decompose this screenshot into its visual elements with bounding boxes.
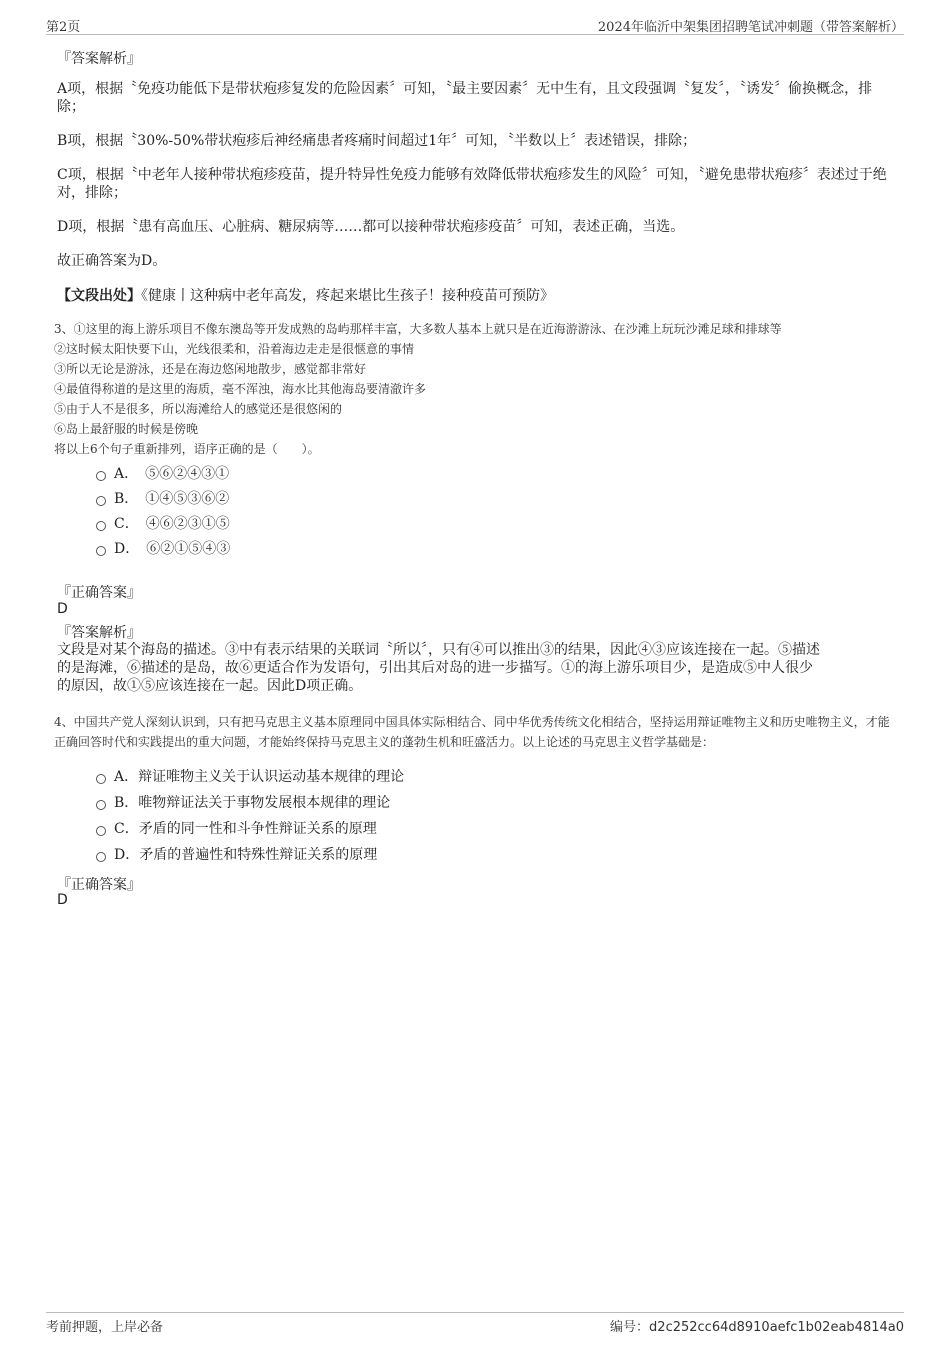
analysis-option-c: C项，根据〝中老年人接种带状疱疹疫苗，提升特异性免疫力能够有效降低带状疱疹发生的风险〞可知，〝避免患带状疱疹〞表述过于绝对，排除； (57, 167, 887, 201)
q3-option-d[interactable] (96, 538, 230, 560)
question-3-line: ⑥岛上最舒服的时候是傍晚 (54, 422, 199, 436)
radio-icon[interactable] (96, 521, 106, 531)
document-title: 2024年临沂中架集团招聘笔试冲刺题（带答案解析） (597, 20, 904, 35)
q3-analysis-line: 的是海滩，⑥描述的是岛，故⑥更适合作为发语句，引出其后对岛的进一步描写。①的海上游乐项目少，是造成⑤中人很少 (57, 660, 813, 676)
radio-icon[interactable] (96, 826, 106, 836)
analysis-conclusion: 故正确答案为D。 (57, 253, 167, 269)
q4-option-c-label: C．矛盾的同一性和斗争性辩证关系的原理 (114, 821, 377, 837)
source-label: 【文段出处】 (57, 288, 141, 304)
page-number: 第2页 (46, 20, 81, 35)
q3-analysis-line: 文段是对某个海岛的描述。③中有表示结果的关联词〝所以〞，只有④可以推出③的结果，因此④③应该连接在一起。⑤描述 (57, 642, 820, 658)
q3-answer: D (57, 601, 68, 617)
radio-icon[interactable] (96, 471, 106, 481)
radio-icon[interactable] (96, 800, 106, 810)
radio-icon[interactable] (96, 546, 106, 556)
q3-option-d-label: D． ⑥②①⑤④③ (114, 541, 231, 557)
question-3-line: ②这时候太阳快要下山，光线很柔和，沿着海边走走是很惬意的事情 (54, 342, 415, 356)
q4-option-b[interactable] (96, 792, 390, 814)
q4-answer-heading: 『正确答案』 (57, 877, 141, 893)
source-line (57, 285, 554, 305)
footer-code: d2c252cc64d8910aefc1b02eab4814a0 (649, 1320, 904, 1335)
footer-code-label: 编号： (610, 1320, 650, 1335)
q3-option-c-label: C． ④⑥②③①⑤ (114, 516, 230, 532)
radio-icon[interactable] (96, 852, 106, 862)
page-header (46, 14, 904, 35)
question-3 (54, 319, 904, 459)
q4-option-c[interactable] (96, 818, 377, 840)
q4-option-b-label: B．唯物辩证法关于事物发展根本规律的理论 (114, 795, 391, 811)
q3-answer-heading: 『正确答案』 (57, 585, 141, 601)
q4-answer: D (57, 892, 68, 908)
q4-option-d[interactable] (96, 844, 377, 866)
footer-code-line (610, 1316, 904, 1335)
question-4-stem: 4、中国共产党人深刻认识到，只有把马克思主义基本原理同中国具体实际相结合、同中华优秀传统文化相结合，坚持运用辩证唯物主义和历史唯物主义，才能正确回答时代和实践提出的重大问题，才能始终保持马克思主义的蓬勃生机和旺盛活力。以上论述的马克思主义哲学基础是： (54, 715, 890, 749)
q3-analysis-line: 的原因，故①⑤应该连接在一起。因此D项正确。 (57, 678, 363, 694)
radio-icon[interactable] (96, 774, 106, 784)
radio-icon[interactable] (96, 496, 106, 506)
q3-option-b[interactable] (96, 488, 229, 510)
q3-analysis-heading: 『答案解析』 (57, 625, 141, 641)
question-3-prompt: 将以上6个句子重新排列，语序正确的是（ ）。 (54, 442, 320, 456)
source-text: 《健康丨这种病中老年高发，疼起来堪比生孩子！接种疫苗可预防》 (141, 288, 554, 304)
analysis-option-b: B项，根据〝30%-50%带状疱疹后神经痛患者疼痛时间超过1年〞可知，〝半数以上〞表述错误，排除； (57, 133, 697, 149)
q4-option-d-label: D．矛盾的普遍性和特殊性辩证关系的原理 (114, 847, 378, 863)
q3-option-c[interactable] (96, 513, 230, 535)
page-footer (46, 1312, 904, 1337)
question-3-line: ③所以无论是游泳，还是在海边悠闲地散步，感觉都非常好 (54, 362, 367, 376)
question-3-line: 3、①这里的海上游乐项目不像东澳岛等开发成熟的岛屿那样丰富，大多数人基本上就只是在近海游游泳、在沙滩上玩玩沙滩足球和排球等 (54, 322, 782, 336)
q3-option-a-label: A． ⑤⑥②④③① (114, 466, 230, 482)
q3-analysis (57, 641, 892, 695)
analysis-option-a: A项，根据〝免疫功能低下是带状疱疹复发的危险因素〞可知，〝最主要因素〞无中生有，且文段强调〝复发〞，〝诱发〞偷换概念，排除； (57, 81, 873, 115)
q4-option-a-label: A．辩证唯物主义关于认识运动基本规律的理论 (114, 769, 405, 785)
q3-option-a[interactable] (96, 463, 229, 485)
question-3-line: ⑤由于人不是很多，所以海滩给人的感觉还是很悠闲的 (54, 402, 343, 416)
q3-option-b-label: B． ①④⑤③⑥② (114, 491, 230, 507)
analysis-option-d: D项，根据〝患有高血压、心脏病、糖尿病等……都可以接种带状疱疹疫苗〞可知，表述正确，当选。 (57, 219, 685, 235)
q4-option-a[interactable] (96, 766, 404, 788)
question-3-line: ④最值得称道的是这里的海质，毫不浑浊，海水比其他海岛要清澈许多 (54, 382, 427, 396)
analysis-heading: 『答案解析』 (57, 51, 141, 67)
footer-slogan: 考前押题，上岸必备 (46, 1320, 164, 1335)
